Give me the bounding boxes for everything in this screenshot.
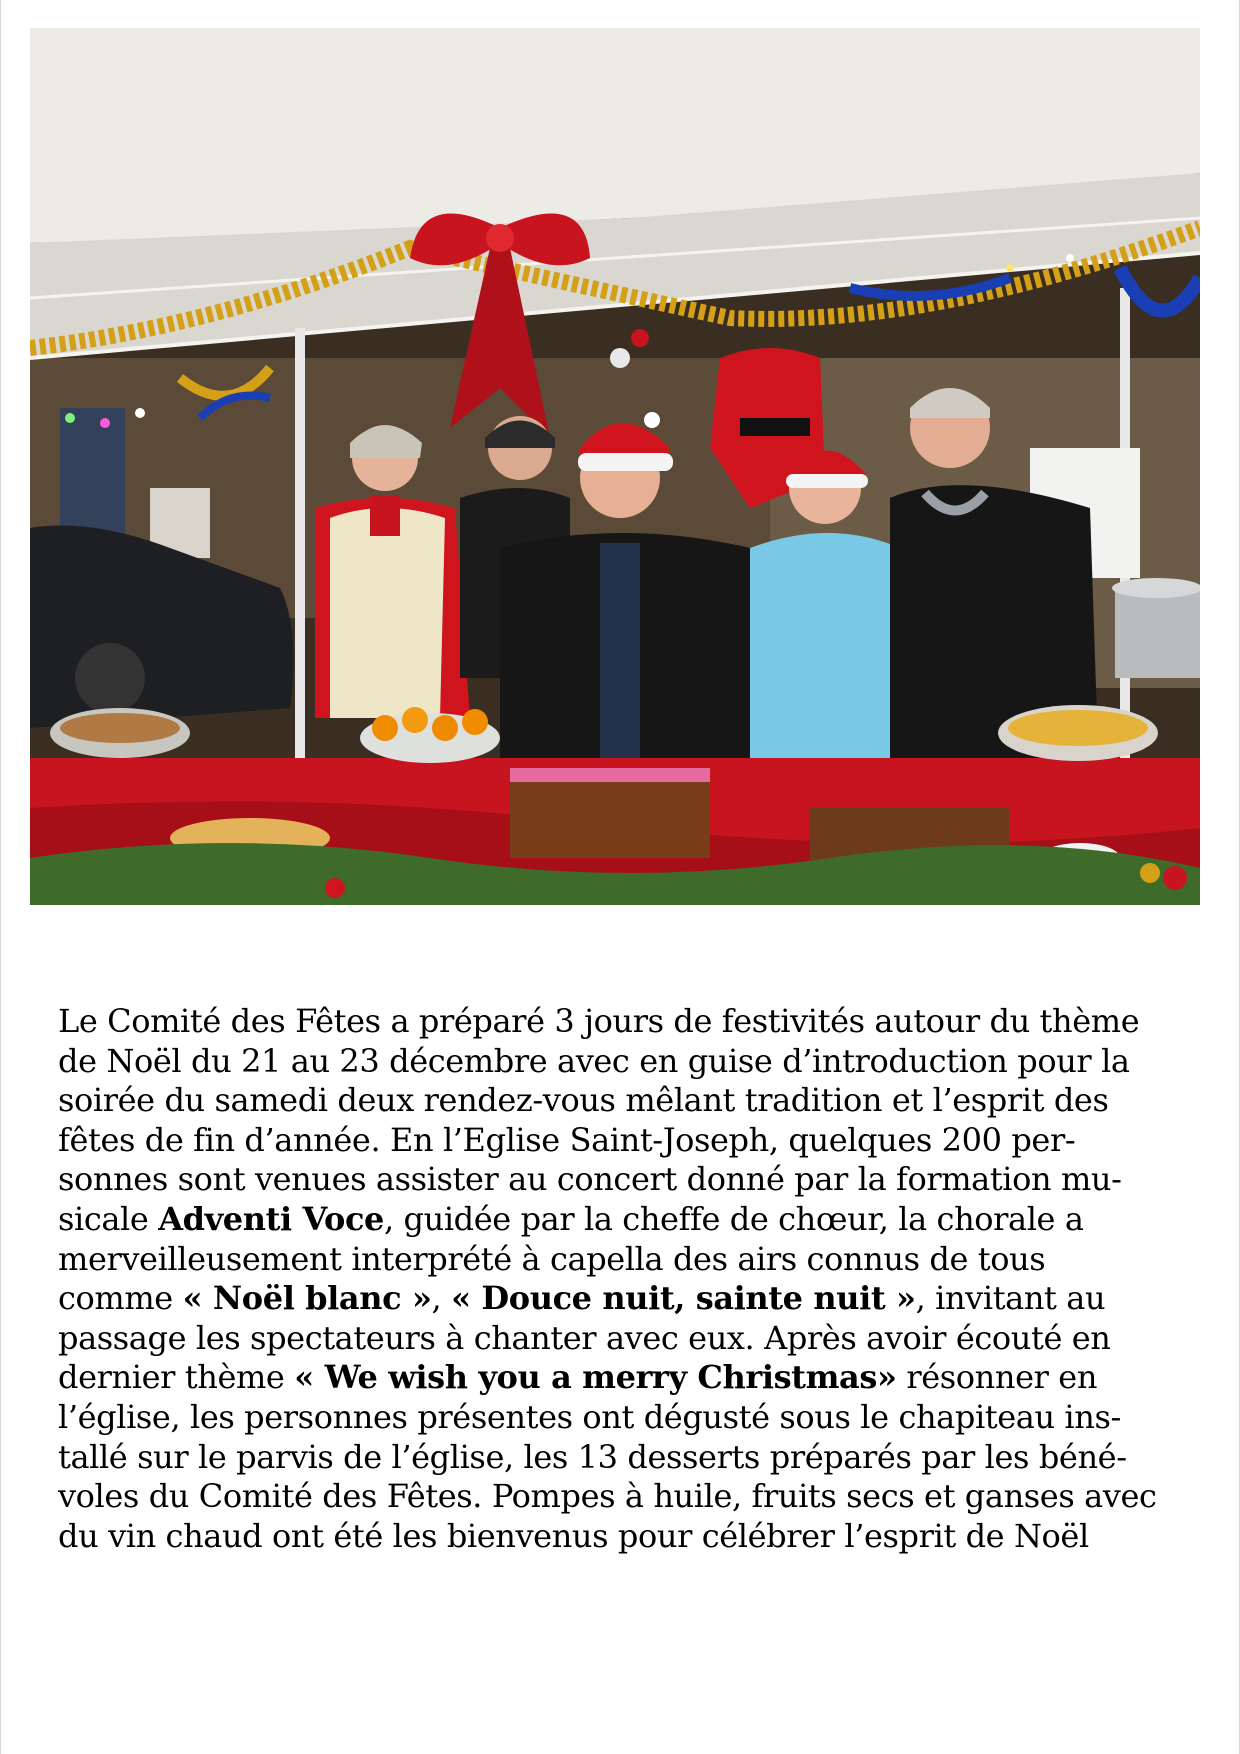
article-line (58, 1200, 1188, 1240)
song-title: « We wish you a merry Christmas» (294, 1358, 897, 1397)
article-line (58, 1358, 1188, 1398)
article-line: tallé sur le parvis de l’église, les 13 desserts préparés par les béné- (58, 1437, 1127, 1476)
article-line: sonnes sont venues assister au concert donné par la formation mu- (58, 1160, 1122, 1199)
article-line: Le Comité des Fêtes a préparé 3 jours de festivités autour du thème (58, 1002, 1140, 1040)
article-line: fêtes de fin d’année. En l’Eglise Saint-Joseph, quelques 200 per- (58, 1120, 1076, 1159)
article-line: de Noël du 21 au 23 décembre avec en guise d’introduction pour la (58, 1041, 1130, 1080)
article-line: merveilleusement interprété à capella des airs connus de tous (58, 1239, 1046, 1278)
text-run: résonner en (896, 1358, 1098, 1397)
christmas-stand-photo (30, 28, 1200, 905)
text-run: , (431, 1279, 452, 1318)
article-line: du vin chaud ont été les bienvenus pour célébrer l’esprit de Noël (58, 1516, 1089, 1555)
article-line: voles du Comité des Fêtes. Pompes à huile, fruits secs et ganses avec (58, 1477, 1157, 1516)
song-title: « Noël blanc » (182, 1279, 432, 1318)
song-title: « Douce nuit, sainte nuit » (451, 1279, 916, 1318)
article-paragraph (58, 1002, 1188, 1556)
article-line (58, 1279, 1188, 1319)
article-line: soirée du samedi deux rendez-vous mêlant tradition et l’esprit des (58, 1081, 1109, 1120)
article-body (58, 1002, 1188, 1556)
article-line: l’église, les personnes présentes ont dégusté sous le chapiteau ins- (58, 1397, 1121, 1436)
text-run: comme (58, 1279, 183, 1318)
text-run: dernier thème (58, 1358, 295, 1397)
text-run: , guidée par la cheffe de chœur, la chorale a (383, 1199, 1084, 1238)
christmas-stand-illustration (30, 28, 1200, 905)
article-line: passage les spectateurs à chanter avec eux. Après avoir écouté en (58, 1318, 1111, 1357)
text-run: , invitant au (915, 1279, 1106, 1318)
text-run: sicale (58, 1199, 159, 1238)
choir-name: Adventi Voce (158, 1199, 384, 1238)
